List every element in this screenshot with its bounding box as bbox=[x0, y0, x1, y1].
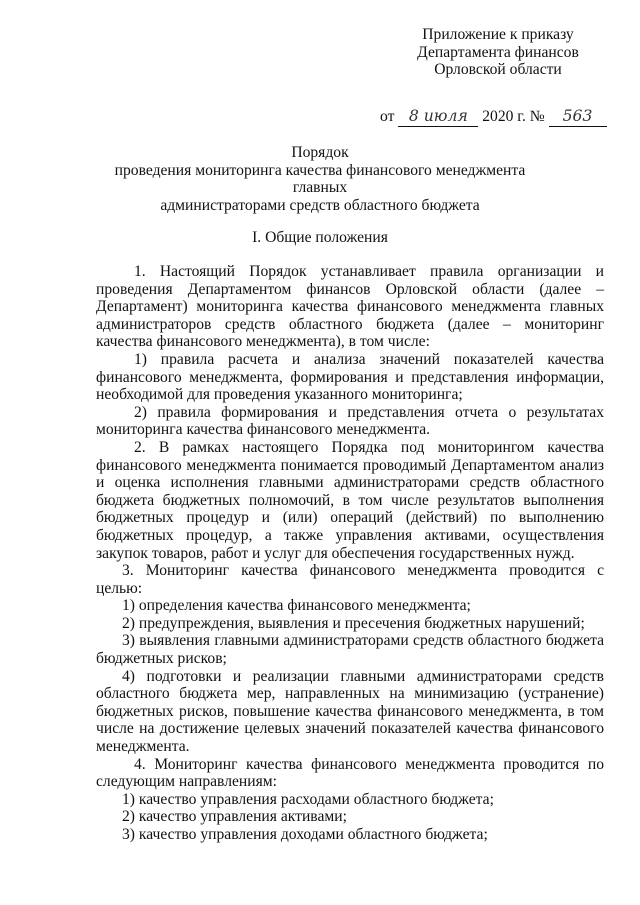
title-line-1: Порядок bbox=[291, 144, 349, 161]
handwritten-order-number: 563 bbox=[549, 108, 607, 127]
document-title bbox=[100, 144, 540, 214]
paragraph-4-item-2: 2) качество управления активами; bbox=[122, 808, 347, 826]
year-number-label: 2020 г. № bbox=[482, 108, 545, 125]
paragraph-3-item-4: 4) подготовки и реализации главными администраторами средств областного бюджета мер, направленных на минимизацию (устранение) бюджетных рисков, повышение качества финансового менеджмента, в том числе на достижение целевых значений показателей качества финансового менеджмента. bbox=[96, 667, 604, 756]
document-body bbox=[96, 263, 604, 844]
appendix-line-1: Приложение к приказу bbox=[422, 26, 574, 43]
handwritten-date: 8 июля bbox=[398, 108, 478, 127]
paragraph-3-item-3: 3) выявления главными администраторами средств областного бюджета бюджетных рисков; bbox=[96, 632, 604, 668]
paragraph-1: 1. Настоящий Порядок устанавливает правила организации и проведения Департаментом финансов Орловской области (далее – Департамент) мониторинга качества финансового менеджмента главных администраторов средств областного бюджета (далее – мониторинг качества финансового менеджмента), в том числе: bbox=[96, 263, 604, 351]
paragraph-3-item-1: 1) определения качества финансового менеджмента; bbox=[122, 597, 471, 615]
order-date-number-line bbox=[380, 108, 607, 127]
appendix-header bbox=[388, 26, 608, 79]
paragraph-2: 2. В рамках настоящего Порядка под мониторингом качества финансового менеджмента понимается проводимый Департаментом анализ и оценка исполнения главными администраторами средств областного бюджета бюджетных полномочий, в том числе результатов выполнения бюджетных процедур и (или) операций (действий) по выполнению бюджетных процедур, а также управления активами, осуществления закупок товаров, работ и услуг для обеспечения государственных нужд. bbox=[96, 438, 604, 562]
from-label: от bbox=[380, 108, 395, 125]
title-line-3: администраторами средств областного бюджета bbox=[160, 196, 480, 214]
title-line-2: проведения мониторинга качества финансового менеджмента главных bbox=[114, 161, 526, 197]
section-heading: I. Общие положения bbox=[252, 229, 388, 246]
paragraph-3-item-2: 2) предупреждения, выявления и пресечения бюджетных нарушений; bbox=[122, 614, 585, 632]
paragraph-1-item-1: 1) правила расчета и анализа значений показателей качества финансового менеджмента, формирования и представления информации, необходимой для проведения указанного мониторинга; bbox=[96, 350, 604, 404]
paragraph-4: 4. Мониторинг качества финансового менеджмента проводится по следующим направлениям: bbox=[96, 755, 604, 791]
paragraph-3: 3. Мониторинг качества финансового менеджмента проводится с целью: bbox=[96, 562, 604, 597]
appendix-line-2: Департамента финансов bbox=[417, 43, 579, 61]
paragraph-4-item-1: 1) качество управления расходами областного бюджета; bbox=[122, 790, 494, 808]
paragraph-1-item-2: 2) правила формирования и представления отчета о результатах мониторинга качества финансового менеджмента. bbox=[96, 403, 604, 439]
appendix-line-3: Орловской области bbox=[434, 61, 562, 79]
paragraph-4-item-3: 3) качество управления доходами областного бюджета; bbox=[122, 826, 488, 843]
